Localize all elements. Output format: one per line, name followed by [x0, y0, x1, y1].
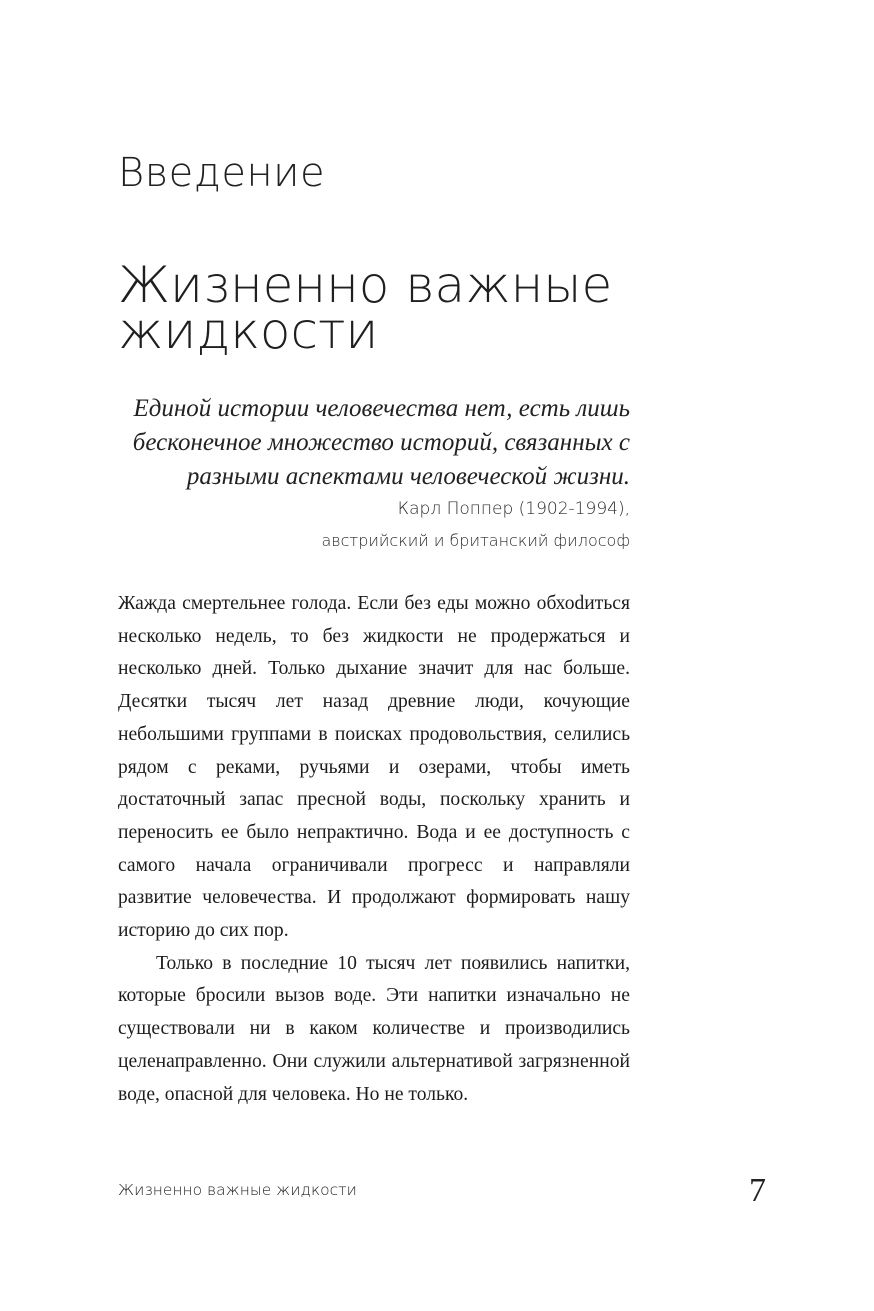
running-footer-title: Жизненно важные жидкости	[118, 1181, 357, 1199]
chapter-title: Жизненно важные жидкости	[118, 256, 613, 360]
paragraph: Только в последние 10 тысяч лет появились напитки, которые бросили вызов воде. Эти напитки изначально не существовали ни в каком количестве и производились целенаправленно. Они служили альтернативой загрязненной воде, опасной для человека. Но не только.	[118, 952, 630, 1105]
section-label: Введение	[118, 150, 326, 196]
body-text	[118, 588, 630, 1111]
epigraph-author-role: австрийский и британский философ	[321, 531, 630, 550]
epigraph-quote: Единой истории человечества нет, есть лишь бесконечное множество историй, связанных с разными аспектами человеческой жизни.	[132, 395, 630, 490]
epigraph-author: Карл Поппер (1902-1994),	[397, 499, 630, 519]
epigraph	[118, 392, 630, 558]
paragraph: Жажда смертельнее голода. Если без еды можно обхоdиться несколько недель, то без жидкости не продержаться и несколько дней. Только дыхание значит для нас больше. Десятки тысяч лет назад древние люди, кочующие небольшими группами в поисках продовольствия, селились рядом с реками, ручьями и озерами, чтобы иметь достаточный запас пресной воды, поскольку хранить и переносить ее было непрактично. Вода и ее доступность с самого начала ограничивали прогресс и направляли развитие человечества. И продолжают формировать нашу историю до сих пор.	[118, 593, 630, 942]
page-number: 7	[749, 1172, 766, 1209]
